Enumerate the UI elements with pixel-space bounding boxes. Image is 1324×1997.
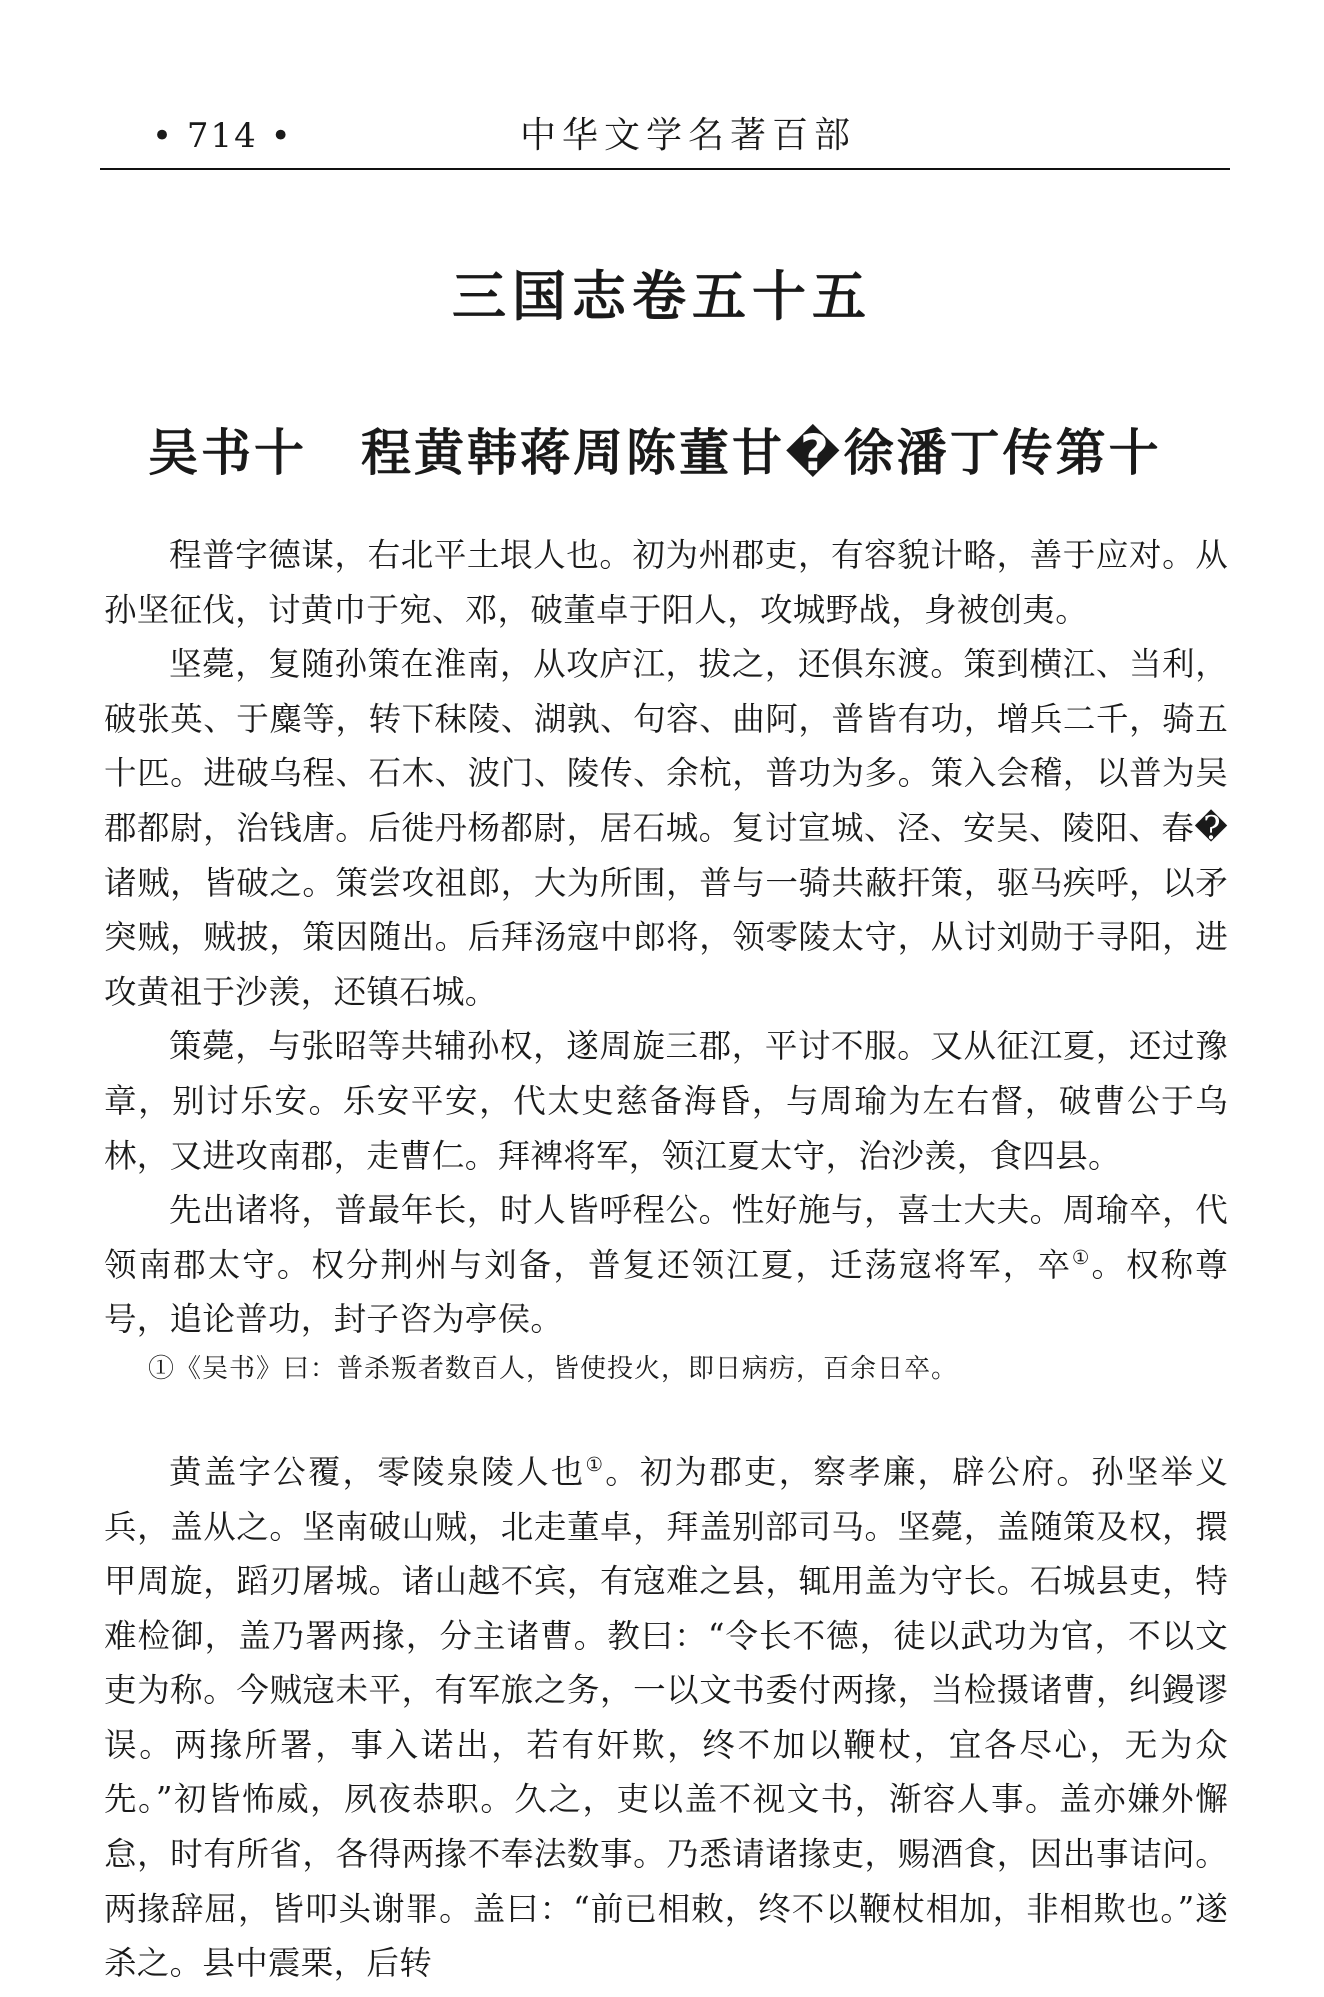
section-gap [104, 1391, 1228, 1445]
page-number: • 714 • [152, 116, 293, 156]
paragraph-text: 黄盖字公覆，零陵泉陵人也 [169, 1452, 586, 1491]
footnote: ①《吴书》曰：普杀叛者数百人，皆使投火，即日病疠，百余日卒。 [148, 1353, 959, 1384]
chapter-name: 程黄韩蒋周陈董甘�徐潘丁传第十 [361, 424, 1162, 482]
paragraph [104, 1445, 1228, 1991]
paragraph: 程普字德谋，右北平土垠人也。初为州郡吏，有容貌计略，善于应对。从孙坚征伐，讨黄巾于宛、邓，破董卓于阳人，攻城野战，身被创夷。 [104, 536, 1228, 629]
chapter-title [148, 420, 1162, 486]
chapter-series: 吴书十 [148, 424, 307, 482]
paragraph [104, 1183, 1228, 1347]
footnote-marker: ① [1071, 1245, 1092, 1269]
paragraph-text: 。初为郡吏，察孝廉，辟公府。孙坚举义兵，盖从之。坚南破山贼，北走董卓，拜盖别部司马。坚薨，盖随策及权，擐甲周旋，蹈刃屠城。诸山越不宾，有寇难之县，辄用盖为守长。石城县吏，特难检御，盖乃署两掾，分主诸曹。教曰：“令长不德，徒以武功为官，不以文吏为称。今贼寇未平，有军旅之务，一以文书委付两掾，当检摄诸曹，纠鏝谬误。两掾所署，事入诺出，若有奸欺，终不加以鞭杖，宜各尽心，无为众先。”初皆怖威，夙夜恭职。久之，吏以盖不视文书，渐容人事。盖亦嫌外懈怠，时有所省，各得两掾不奉法数事。乃悉请诸掾吏，赐酒食，因出事诘问。两掾辞屈，皆叩头谢罪。盖曰：“前已相敕，终不以鞭杖相加，非相欺也。”遂杀之。县中震栗，后转 [104, 1452, 1228, 1983]
volume-title: 三国志卷五十五 [452, 265, 872, 328]
book-title: 中华文学名著百部 [520, 115, 857, 156]
paragraph-text: 先出诸将，普最年长，时人皆呼程公。性好施与，喜士大夫。周瑜卒，代领南郡太守。权分荆州与刘备，普复还领江夏，迁荡寇将军，卒 [104, 1191, 1228, 1284]
paragraph: 策薨，与张昭等共辅孙权，遂周旋三郡，平讨不服。又从征江夏，还过豫章，别讨乐安。乐安平安，代太史慈备海昏，与周瑜为左右督，破曹公于乌林，又进攻南郡，走曹仁。拜裨将军，领江夏太守，治沙羡，食四县。 [104, 1027, 1228, 1175]
paragraph: 坚薨，复随孙策在淮南，从攻庐江，拔之，还俱东渡。策到横江、当利，破张英、于麋等，转下秣陵、湖孰、句容、曲阿，普皆有功，增兵二千，骑五十匹。进破乌程、石木、波门、陵传、余杭，普功为多。策入会稽，以普为吴郡都尉，治钱唐。后徙丹杨都尉，居石城。复讨宣城、泾、安吴、陵阳、春�诸贼，皆破之。策尝攻祖郎，大为所围，普与一骑共蔽扞策，驱马疾呼，以矛突贼，贼披，策因随出。后拜汤寇中郎将，领零陵太守，从讨刘勋于寻阳，进攻黄祖于沙羡，还镇石城。 [104, 645, 1228, 1011]
paragraph-text: 。权称尊号，追论普功，封子咨为亭侯。 [104, 1245, 1228, 1339]
header-rule [100, 168, 1230, 170]
footnote-marker: ① [585, 1453, 606, 1477]
body-text [104, 528, 1228, 1991]
